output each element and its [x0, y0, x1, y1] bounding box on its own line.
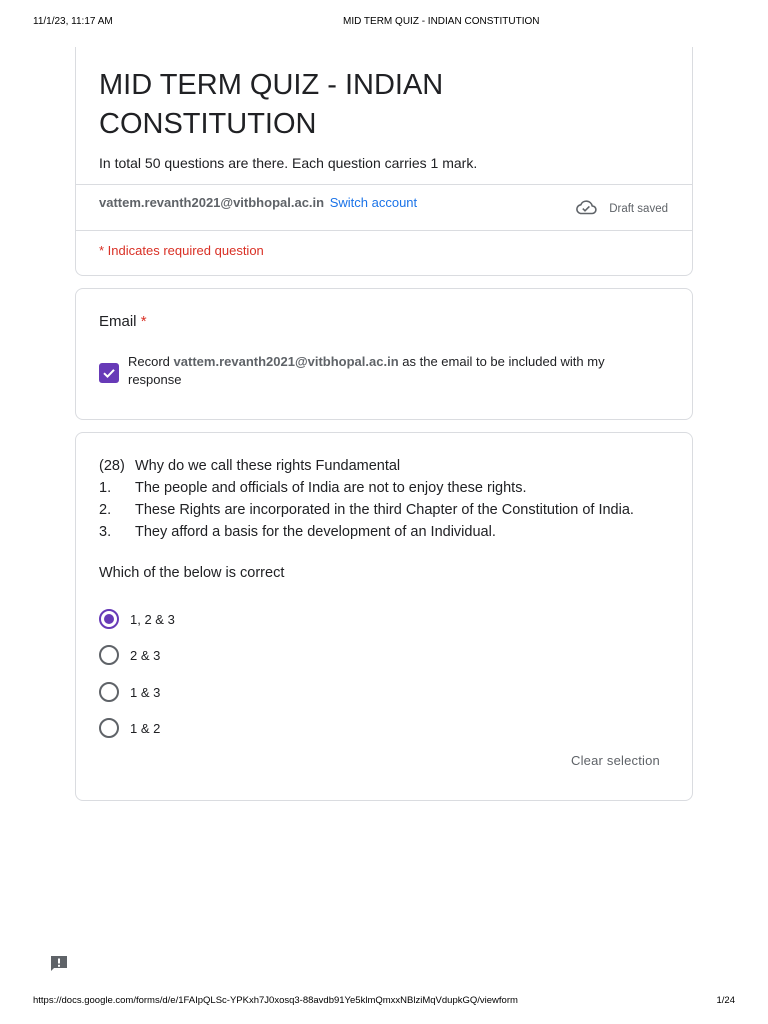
option-label: 1 & 3: [130, 684, 161, 700]
print-header: [0, 16, 768, 30]
statement-number: 2.: [99, 502, 112, 518]
statement-number: 3.: [99, 524, 112, 540]
account-divider: [76, 230, 692, 231]
option-1-3[interactable]: [99, 682, 160, 702]
statement-number: 1.: [99, 480, 112, 496]
form-description: In total 50 questions are there. Each question carries 1 mark.: [99, 155, 478, 171]
record-suffix: as the email to be included with my response: [128, 354, 605, 387]
radio-button-selected[interactable]: [99, 609, 119, 629]
print-page-title: MID TERM QUIZ - INDIAN CONSTITUTION: [343, 16, 540, 27]
account-row: [99, 195, 417, 210]
record-prefix: Record: [128, 354, 170, 369]
question-text: [99, 455, 679, 543]
print-url: https://docs.google.com/forms/d/e/1FAIpQLSc-YPKxh7J0xosq3-88avdb91Ye5klmQmxxNBlziMqVdupkGQ/viewform: [33, 995, 518, 1006]
header-divider: [76, 184, 692, 185]
record-email-checkbox[interactable]: [99, 363, 119, 383]
radio-button[interactable]: [99, 718, 119, 738]
statement-text: These Rights are incorporated in the third Chapter of the Constitution of India.: [135, 502, 634, 518]
statement-text: They afford a basis for the development of an Individual.: [135, 524, 496, 540]
question-number: (28): [99, 458, 125, 474]
option-1-2[interactable]: [99, 718, 160, 738]
email-question-card: [75, 288, 693, 420]
option-2-3[interactable]: [99, 645, 160, 665]
clear-selection-button[interactable]: Clear selection: [571, 753, 660, 768]
print-footer: [0, 995, 768, 1009]
option-1-2-3[interactable]: [99, 609, 175, 629]
switch-account-link[interactable]: Switch account: [329, 195, 418, 210]
question-line-text: Why do we call these rights Fundamental: [135, 458, 401, 474]
record-email: vattem.revanth2021@vitbhopal.ac.in: [173, 354, 399, 369]
question-line: [99, 455, 679, 477]
email-question-title: [99, 313, 147, 330]
record-email-label: [128, 353, 648, 389]
print-datetime: 11/1/23, 11:17 AM: [33, 16, 113, 27]
radio-button[interactable]: [99, 682, 119, 702]
form-header-card: [75, 47, 693, 276]
question-card: [75, 432, 693, 801]
draft-status: [575, 199, 668, 218]
question-line: [99, 477, 679, 499]
question-prompt: Which of the below is correct: [99, 565, 285, 581]
statement-text: The people and officials of India are not to enjoy these rights.: [135, 480, 527, 496]
option-label: 2 & 3: [130, 647, 161, 663]
email-label: Email: [99, 313, 137, 330]
report-feedback-icon[interactable]: [49, 954, 69, 979]
print-page-number: 1/24: [716, 995, 735, 1006]
option-label: 1 & 2: [130, 720, 161, 736]
question-line: [99, 521, 679, 543]
required-asterisk: *: [140, 313, 147, 330]
required-note: * Indicates required question: [99, 243, 264, 258]
question-line: [99, 499, 679, 521]
account-email: vattem.revanth2021@vitbhopal.ac.in: [99, 195, 325, 210]
radio-button[interactable]: [99, 645, 119, 665]
check-icon: [101, 365, 117, 381]
option-label: 1, 2 & 3: [130, 611, 175, 627]
cloud-done-icon: [575, 199, 609, 218]
draft-status-label: Draft saved: [609, 202, 668, 215]
form-title: MID TERM QUIZ - INDIAN CONSTITUTION: [99, 69, 444, 140]
